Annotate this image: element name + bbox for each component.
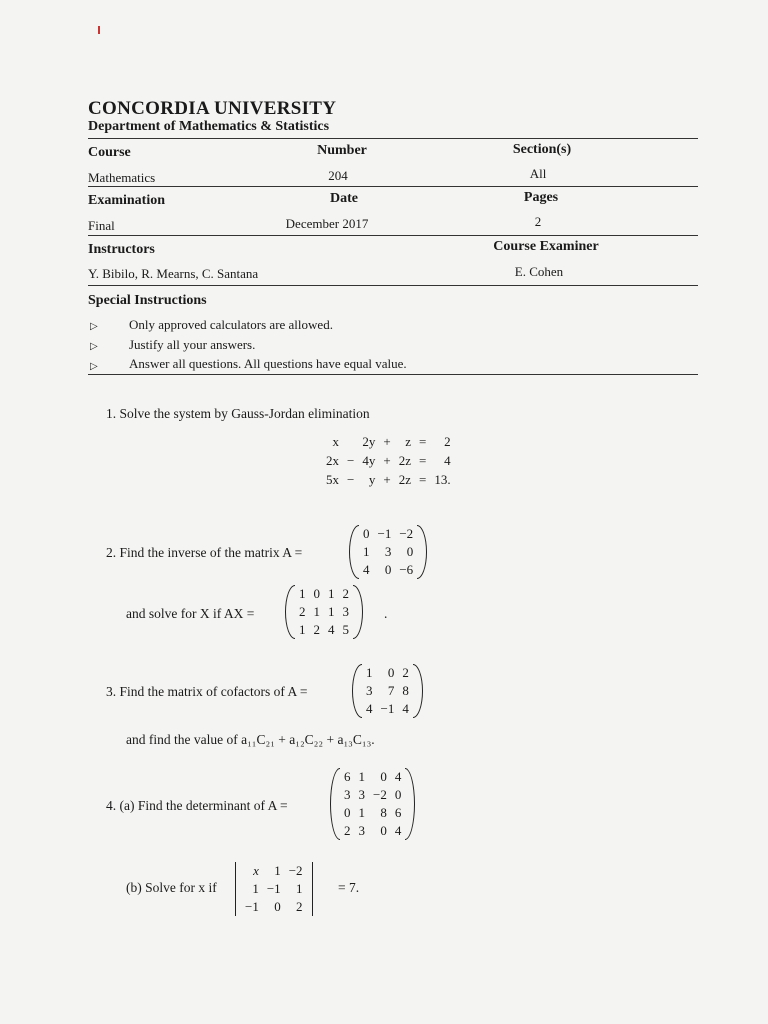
matrix-cell: 6 bbox=[394, 805, 402, 820]
instruction-item: Only approved calculators are allowed. bbox=[129, 317, 333, 332]
matrix-cell: −6 bbox=[399, 562, 414, 577]
determinant bbox=[235, 862, 313, 916]
department-name: Department of Mathematics & Statistics bbox=[88, 119, 330, 134]
sys-cell: + bbox=[383, 472, 391, 487]
matrix-cell: 1 bbox=[274, 863, 281, 878]
matrix-cell: 0 bbox=[384, 562, 392, 577]
matrix-cell: 3 bbox=[344, 787, 351, 802]
instructors-label: Instructors bbox=[88, 242, 155, 257]
sys-cell: 2 bbox=[444, 434, 451, 449]
divider bbox=[88, 235, 698, 236]
matrix-cell: 4 bbox=[328, 622, 335, 637]
matrix-cell: 3 bbox=[358, 787, 365, 802]
matrix-cell: 1 bbox=[328, 586, 335, 601]
matrix-cell: 2 bbox=[313, 622, 320, 637]
matrix-cell: 4 bbox=[402, 701, 409, 716]
matrix-cell: 0 bbox=[394, 787, 402, 802]
matrix-cell: 0 bbox=[406, 544, 414, 559]
matrix-cell: 8 bbox=[380, 805, 387, 820]
matrix-cell: −1 bbox=[377, 526, 392, 541]
matrix-cell: x bbox=[253, 863, 259, 878]
matrix-cell: 1 bbox=[313, 604, 320, 619]
sys-cell: 4 bbox=[444, 453, 451, 468]
matrix-cell: 1 bbox=[252, 881, 259, 896]
matrix-cell: 3 bbox=[384, 544, 392, 559]
question-4b-text: (b) Solve for x if bbox=[126, 880, 217, 895]
matrix-cell: 0 bbox=[344, 805, 351, 820]
sys-cell: − bbox=[347, 453, 355, 468]
sections-label: Section(s) bbox=[512, 142, 572, 157]
matrix-cell: 3 bbox=[342, 604, 349, 619]
matrix-cell: 0 bbox=[274, 899, 281, 914]
course-label: Course bbox=[88, 145, 131, 160]
matrix-cell: 2 bbox=[342, 586, 349, 601]
sys-cell: + bbox=[383, 434, 391, 449]
sys-cell: 2z bbox=[398, 453, 411, 468]
pages-label: Pages bbox=[523, 190, 559, 205]
matrix-cell: 2 bbox=[299, 604, 306, 619]
number-value: 204 bbox=[328, 168, 348, 183]
sys-cell: 13. bbox=[434, 472, 451, 487]
sys-cell: 5x bbox=[326, 472, 339, 487]
divider bbox=[88, 138, 698, 139]
matrix-cell: −2 bbox=[373, 787, 387, 802]
matrix-b bbox=[285, 585, 363, 639]
sections-value: All bbox=[529, 166, 547, 181]
pages-value: 2 bbox=[534, 214, 542, 229]
date-label: Date bbox=[330, 191, 358, 206]
sys-cell bbox=[343, 432, 358, 451]
matrix-cell: 1 bbox=[366, 665, 373, 680]
matrix-c bbox=[352, 664, 423, 718]
triangle-bullet-icon: ▷ bbox=[90, 361, 98, 372]
matrix-cell: 4 bbox=[363, 562, 370, 577]
examiner-value: E. Cohen bbox=[514, 264, 564, 279]
question-2-text: 2. Find the inverse of the matrix A = bbox=[106, 545, 303, 560]
sys-cell: + bbox=[383, 453, 391, 468]
linear-system bbox=[322, 432, 455, 489]
number-label: Number bbox=[317, 143, 367, 158]
triangle-bullet-icon: ▷ bbox=[90, 341, 98, 352]
date-value: December 2017 bbox=[285, 216, 369, 231]
matrix-cell: −2 bbox=[288, 863, 303, 878]
question-3-text: 3. Find the matrix of cofactors of A = bbox=[106, 684, 308, 699]
triangle-bullet-icon: ▷ bbox=[90, 321, 98, 332]
matrix-cell: 1 bbox=[358, 769, 365, 784]
matrix-d bbox=[330, 768, 415, 840]
sys-cell: 4y bbox=[362, 453, 376, 468]
divider bbox=[88, 374, 698, 375]
matrix-cell: 1 bbox=[296, 881, 303, 896]
matrix-cell: −1 bbox=[380, 701, 395, 716]
matrix-cell: −1 bbox=[266, 881, 281, 896]
sys-cell: 2x bbox=[326, 453, 339, 468]
sys-cell: = bbox=[418, 453, 427, 468]
matrix-cell: 0 bbox=[387, 665, 395, 680]
sys-cell: = bbox=[418, 434, 427, 449]
sys-cell: − bbox=[347, 472, 355, 487]
course-value: Mathematics bbox=[88, 170, 156, 185]
matrix-cell: −2 bbox=[399, 526, 414, 541]
matrix-cell: 1 bbox=[328, 604, 335, 619]
sys-cell: = bbox=[418, 472, 427, 487]
instructions-title: Special Instructions bbox=[88, 293, 207, 308]
matrix-cell: 2 bbox=[296, 899, 303, 914]
matrix-cell: 5 bbox=[342, 622, 349, 637]
matrix-cell: 3 bbox=[366, 683, 373, 698]
matrix-cell: 3 bbox=[358, 823, 365, 838]
period: . bbox=[384, 606, 388, 621]
matrix-cell: 7 bbox=[387, 683, 395, 698]
red-pen-mark bbox=[98, 26, 100, 34]
matrix-cell: 1 bbox=[299, 586, 306, 601]
instruction-item: Answer all questions. All questions have equal value. bbox=[129, 356, 407, 371]
sys-cell: x bbox=[332, 434, 339, 449]
matrix-a bbox=[349, 525, 427, 579]
sys-cell: 2z bbox=[398, 472, 411, 487]
question-3-text-2: and find the value of a₁₁C₂₁ + a₁₂C₂₂ + a₁₃C₁₃. bbox=[126, 732, 375, 747]
divider bbox=[88, 186, 698, 187]
matrix-cell: 1 bbox=[358, 805, 365, 820]
matrix-cell: 0 bbox=[363, 526, 370, 541]
question-4a-text: 4. (a) Find the determinant of A = bbox=[106, 798, 288, 813]
matrix-cell: 0 bbox=[380, 769, 387, 784]
matrix-cell: 1 bbox=[299, 622, 306, 637]
matrix-cell: 2 bbox=[344, 823, 351, 838]
matrix-cell: 6 bbox=[344, 769, 351, 784]
sys-cell: z bbox=[405, 434, 411, 449]
matrix-cell: 0 bbox=[380, 823, 387, 838]
equals-seven: = 7. bbox=[338, 880, 360, 895]
instructors-value: Y. Bibilo, R. Mearns, C. Santana bbox=[88, 266, 259, 281]
sys-cell: 2y bbox=[362, 434, 376, 449]
matrix-cell: 4 bbox=[394, 769, 402, 784]
sys-cell: y bbox=[368, 472, 376, 487]
university-name: CONCORDIA UNIVERSITY bbox=[88, 98, 337, 119]
examiner-label: Course Examiner bbox=[493, 239, 599, 254]
matrix-cell: −1 bbox=[245, 899, 259, 914]
matrix-cell: 0 bbox=[313, 586, 320, 601]
examination-value: Final bbox=[88, 218, 115, 233]
matrix-cell: 4 bbox=[366, 701, 373, 716]
examination-label: Examination bbox=[88, 193, 166, 208]
divider bbox=[88, 285, 698, 286]
matrix-cell: 4 bbox=[394, 823, 402, 838]
matrix-cell: 1 bbox=[363, 544, 370, 559]
matrix-cell: 2 bbox=[402, 665, 409, 680]
question-2-text-2: and solve for X if AX = bbox=[126, 606, 255, 621]
instruction-item: Justify all your answers. bbox=[129, 337, 256, 352]
question-1-text: 1. Solve the system by Gauss-Jordan elimination bbox=[106, 406, 370, 421]
matrix-cell: 8 bbox=[402, 683, 409, 698]
